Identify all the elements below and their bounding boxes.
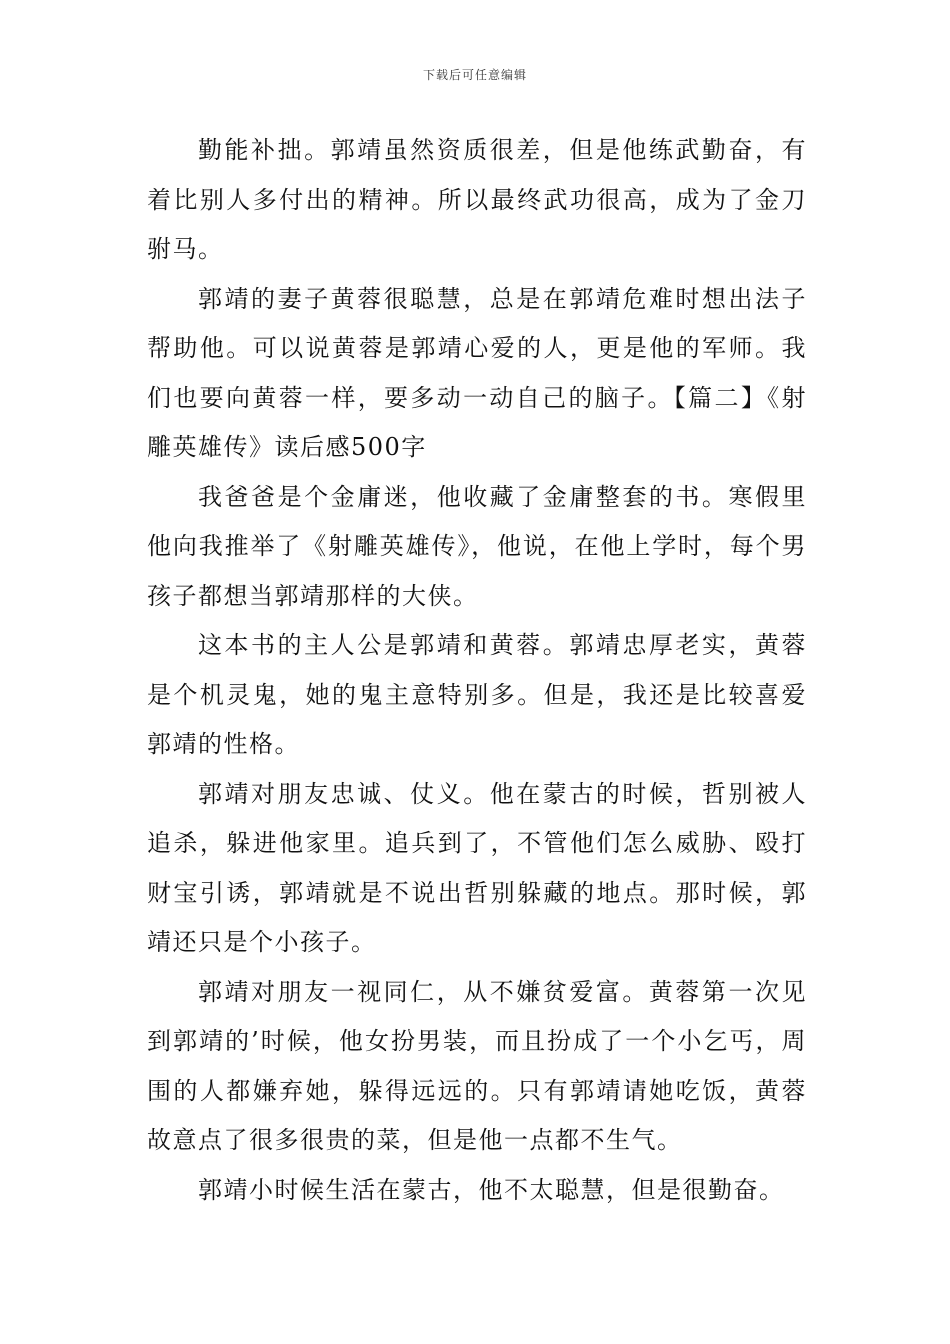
paragraph: 我爸爸是个金庸迷，他收藏了金庸整套的书。寒假里他向我推举了《射雕英雄传》，他说，在他上学时，每个男孩子都想当郭靖那样的大侠。 (147, 482, 807, 610)
paragraph: 郭靖对朋友一视同仁，从不嫌贫爱富。黄蓉第一次见到郭靖的’时候，他女扮男装，而且扮成了一个小乞丐，周围的人都嫌弃她，躲得远远的。只有郭靖请她吃饭，黄蓉故意点了很多很贵的菜，但是他一点都不生气。 (147, 977, 807, 1154)
paragraph: 郭靖的妻子黄蓉很聪慧，总是在郭靖危难时想出法子帮助他。可以说黄蓉是郭靖心爱的人，更是他的军师。我们也要向黄蓉一样，要多动一动自己的脑子。【篇二】《射雕英雄传》读后感500字 (147, 284, 807, 461)
paragraph: 这本书的主人公是郭靖和黄蓉。郭靖忠厚老实，黄蓉是个机灵鬼，她的鬼主意特别多。但是，我还是比较喜爱郭靖的性格。 (147, 631, 807, 758)
header-note: 下载后可任意编辑 (422, 68, 527, 82)
document-body (147, 126, 807, 1215)
paragraph: 勤能补拙。郭靖虽然资质很差，但是他练武勤奋，有着比别人多付出的精神。所以最终武功很高，成为了金刀驸马。 (147, 136, 807, 263)
paragraph: 郭靖对朋友忠诚、仗义。他在蒙古的时候，哲别被人追杀，躲进他家里。追兵到了，不管他们怎么威胁、殴打财宝引诱，郭靖就是不说出哲别躲藏的地点。那时候，郭靖还只是个小孩子。 (147, 779, 807, 956)
paragraph: 郭靖小时候生活在蒙古，他不太聪慧，但是很勤奋。 (198, 1175, 785, 1204)
